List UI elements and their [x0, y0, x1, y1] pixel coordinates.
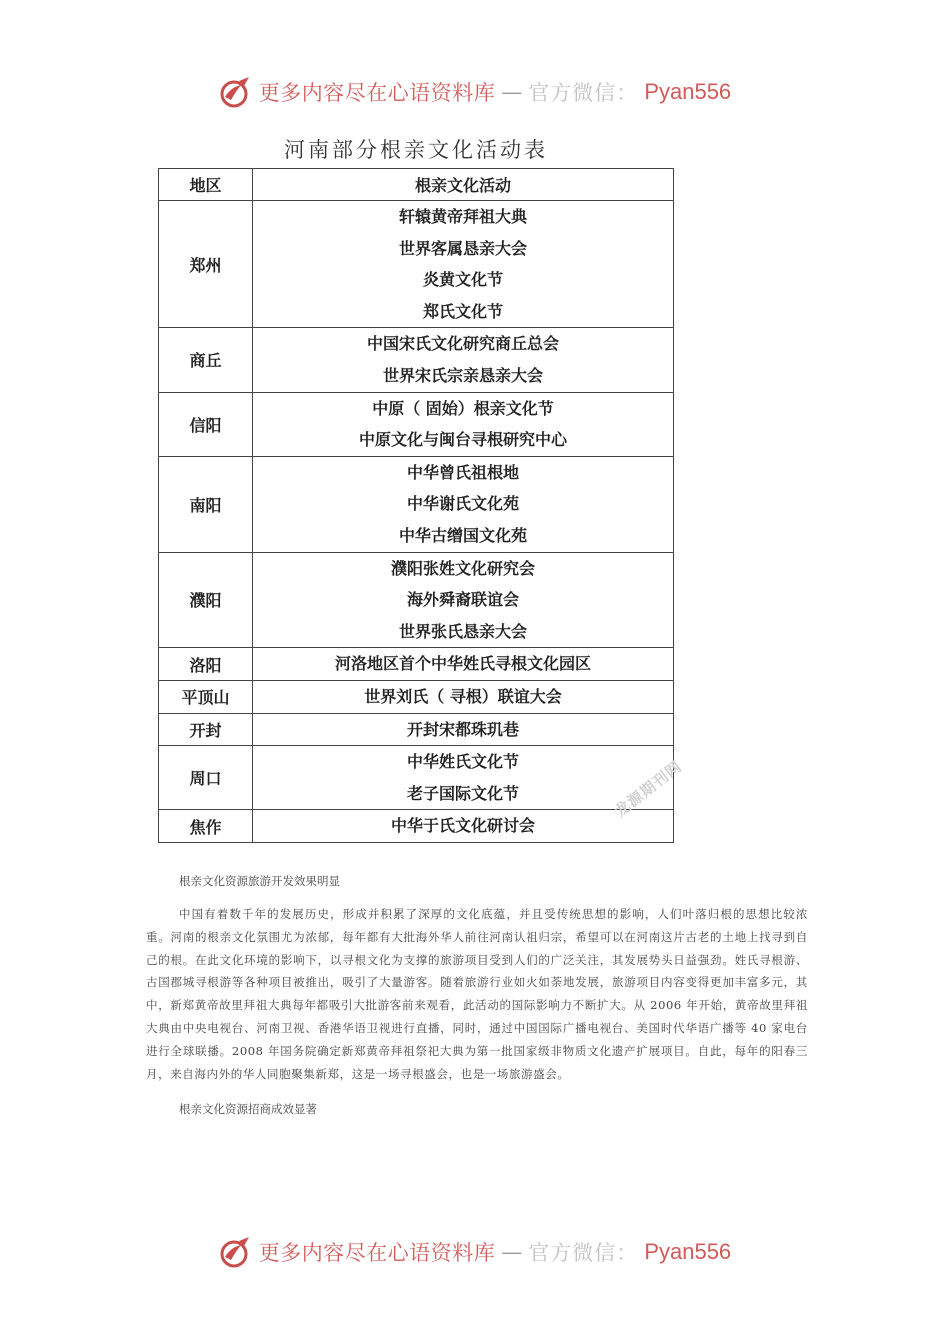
activity-item: 中华古缯国文化苑 [398, 525, 527, 545]
table-row [159, 201, 674, 328]
activities-cell [253, 201, 674, 328]
journal-watermark: 龙源期刊网 [611, 757, 686, 821]
activities-cell [253, 328, 674, 392]
activity-item: 中原（ 固始）根亲文化节 [372, 398, 554, 418]
table-row [159, 810, 674, 843]
activity-item: 河洛地区首个中华姓氏寻根文化园区 [334, 654, 591, 674]
region-cell: 开封 [159, 713, 253, 746]
region-cell: 周口 [159, 746, 253, 810]
table-row [159, 680, 674, 713]
activities-cell [253, 392, 674, 456]
activity-item: 老子国际文化节 [406, 783, 519, 803]
region-cell: 南阳 [159, 456, 253, 552]
table-row [159, 746, 674, 810]
activity-item: 世界宋氏宗亲恳亲大会 [382, 365, 543, 385]
table-row [159, 552, 674, 648]
activity-item: 轩辕黄帝拜祖大典 [398, 207, 527, 226]
activities-cell [253, 552, 674, 648]
brush-logo-icon [219, 75, 253, 109]
activity-item: 世界刘氏（ 寻根）联谊大会 [364, 686, 562, 706]
region-cell: 濮阳 [159, 552, 253, 648]
region-cell: 焦作 [159, 810, 253, 843]
table-body [159, 201, 674, 843]
activity-item: 炎黄文化节 [422, 270, 503, 290]
section-heading-tourism: 根亲文化资源旅游开发效果明显 [179, 874, 340, 888]
table-row [159, 328, 674, 392]
banner-text: 更多内容尽在心语资料库 [258, 81, 496, 105]
header-activities: 根亲文化活动 [253, 169, 674, 201]
banner-dash: — [501, 80, 523, 104]
activity-item: 世界张氏恳亲大会 [398, 621, 527, 641]
footer-banner [0, 1232, 950, 1272]
activity-item: 世界客属恳亲大会 [398, 238, 527, 258]
activities-cell [253, 648, 674, 681]
region-cell: 商丘 [159, 328, 253, 392]
activity-item: 濮阳张姓文化研究会 [390, 558, 535, 578]
header-region: 地区 [159, 169, 253, 201]
activities-cell [253, 746, 674, 810]
activity-item: 中原文化与闽台寻根研究中心 [358, 430, 567, 450]
table-row [159, 392, 674, 456]
activity-item: 中华曾氏祖根地 [406, 462, 519, 482]
banner-dash: — [501, 1240, 523, 1264]
activities-cell [253, 713, 674, 746]
activity-item: 中华姓氏文化节 [406, 752, 519, 772]
banner-wechat-id: Pyan556 [644, 1239, 732, 1264]
banner-wechat-label: 官方微信： [528, 1241, 639, 1265]
header-banner [0, 72, 950, 112]
region-cell: 信阳 [159, 392, 253, 456]
banner-wechat-id: Pyan556 [644, 79, 732, 104]
activity-table [158, 168, 674, 843]
activities-cell [253, 456, 674, 552]
region-cell: 郑州 [159, 201, 253, 328]
activity-item: 中华于氏文化研讨会 [390, 816, 535, 836]
activities-cell [253, 680, 674, 713]
section-heading-investment: 根亲文化资源招商成效显著 [179, 1102, 317, 1116]
activity-item: 海外舜裔联谊会 [406, 590, 519, 610]
table-row [159, 713, 674, 746]
region-cell: 洛阳 [159, 648, 253, 681]
section-paragraph: 中国有着数千年的发展历史，形成并积累了深厚的文化底蕴，并且受传统思想的影响，人们叶落归根的思想比较浓重。河南的根亲文化氛围尤为浓郁，每年都有大批海外华人前往河南认祖归宗，希望可以在河南这片古老的土地上找寻到自己的根。在此文化环境的影响下，以寻根文化为支撑的旅游项目受到人们的广泛关注，其发展势头日益强劲。姓氏寻根游、古国郡城寻根游等各种项目被推出，吸引了大量游客。随着旅游行业如火如荼地发展，旅游项目内容变得更加丰富多元，其中，新郑黄帝故里拜祖大典每年都吸引大批游客前来观看，此活动的国际影响力不断扩大。从 2006 年开始，黄帝故里拜祖大典由中央电视台、河南卫视、香港华语卫视进行直播，同时，通过中国国际广播电视台、美国时代华语广播等 40 家电台进行全球联播。2008 年国务院确定新郑黄帝拜祖祭祀大典为第一批国家级非物质文化遗产扩展项目。自此，每年的阳春三月，来自海内外的华人同胞聚集新郑，这是一场寻根盛会，也是一场旅游盛会。 [146, 907, 808, 1081]
banner-text: 更多内容尽在心语资料库 [258, 1241, 496, 1265]
region-cell: 平顶山 [159, 680, 253, 713]
activity-item: 中国宋氏文化研究商丘总会 [366, 334, 559, 354]
activity-item: 郑氏文化节 [422, 301, 503, 321]
brush-logo-icon [219, 1235, 253, 1269]
table-header-row [159, 169, 674, 201]
activity-item: 开封宋都珠玑巷 [406, 719, 519, 739]
table-row [159, 648, 674, 681]
activity-table-figure [158, 130, 686, 840]
table-title: 河南部分根亲文化活动表 [284, 138, 548, 162]
banner-wechat-label: 官方微信： [528, 81, 639, 105]
activities-cell [253, 810, 674, 843]
activity-item: 中华谢氏文化苑 [406, 494, 519, 514]
table-row [159, 456, 674, 552]
